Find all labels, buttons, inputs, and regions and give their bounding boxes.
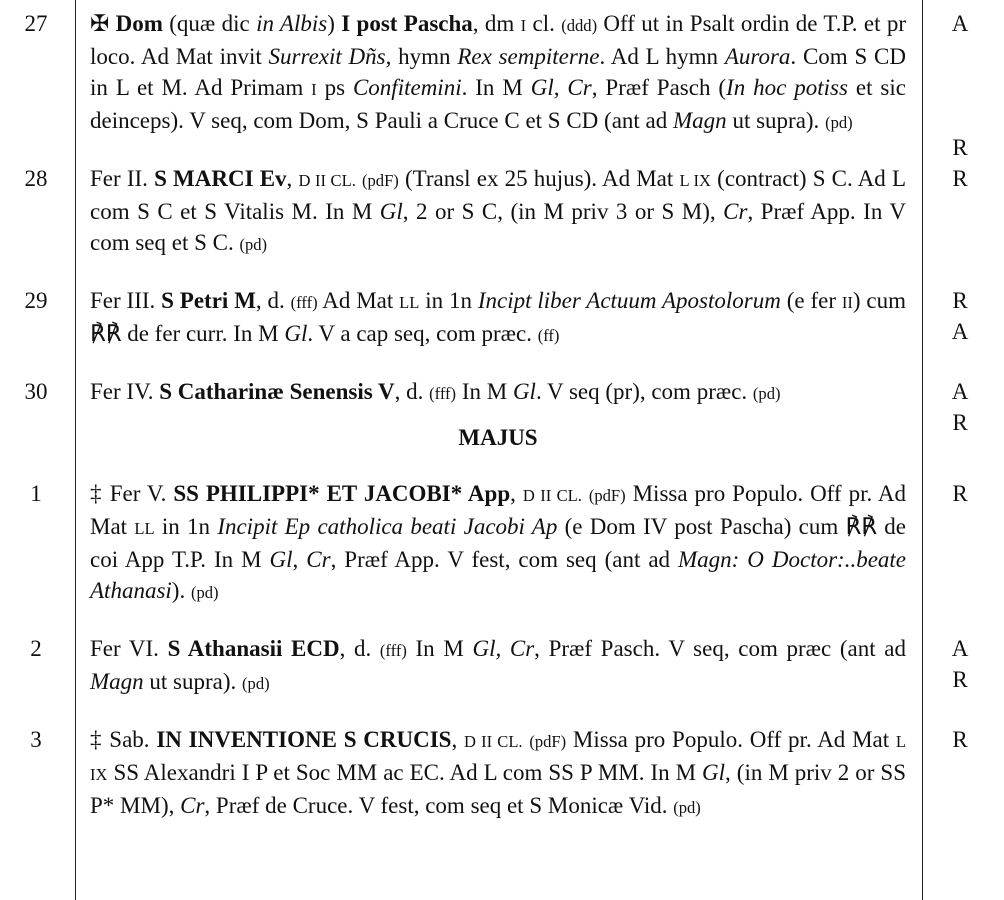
- italic-text: Confitemini: [352, 75, 462, 100]
- text-segment: I: [520, 16, 527, 35]
- entry-text: [90, 724, 906, 823]
- entry-text: [90, 163, 906, 260]
- color-code: A: [951, 636, 969, 661]
- italic-text: Gl, Cr: [530, 75, 592, 100]
- color-codes: [930, 8, 990, 163]
- text-segment: SS Alexandri I P et Soc MM ac EC. Ad L com SS P MM. In M: [107, 760, 703, 785]
- text-segment: hymn: [391, 44, 458, 69]
- rank-code: (ddd): [561, 16, 598, 35]
- text-segment: (e fer: [780, 288, 842, 313]
- text-segment: L IX: [679, 171, 711, 190]
- color-codes: [930, 376, 990, 438]
- color-code: R: [952, 667, 968, 692]
- text-segment: ✠: [90, 11, 116, 36]
- text-segment: . V a cap seq, com præc.: [307, 321, 538, 346]
- calendar-entries: [0, 8, 1004, 848]
- text-segment: Fer II.: [90, 166, 155, 191]
- text-segment: D II CL.: [463, 732, 523, 751]
- text-segment: Missa pro Populo. Off pr. Ad Mat: [90, 481, 907, 539]
- text-segment: Missa pro Populo. Off pr. Ad Mat: [566, 727, 896, 752]
- day-number: 27: [24, 11, 48, 36]
- italic-text: Cr: [180, 793, 205, 818]
- day-number: 30: [24, 379, 48, 404]
- rank-code: (ff): [537, 326, 560, 345]
- feast-name: Dom: [115, 11, 163, 36]
- italic-text: Cr: [306, 547, 331, 572]
- rank-code: (fff): [379, 641, 407, 660]
- text-segment: Fer IV.: [90, 379, 160, 404]
- text-segment: D II CL.: [522, 486, 582, 505]
- text-segment: Ad Mat: [317, 288, 400, 313]
- color-code: [930, 101, 990, 132]
- text-segment: . Com S CD in L et M. Ad Primam: [90, 44, 906, 100]
- italic-text: Surrexit Dñs,: [268, 44, 392, 69]
- text-segment: Off ut in Psalt ordin de T.P. et pr loco. Ad Mat invit: [90, 11, 906, 69]
- calendar-entry: [0, 376, 1004, 435]
- italic-text: Magn: O Doctor:..beate Athanasi: [90, 547, 906, 603]
- text-segment: , Præf App. In V com seq et S C.: [90, 199, 906, 255]
- italic-text: Rex sempiterne: [457, 44, 600, 69]
- text-segment: ): [327, 11, 342, 36]
- text-segment: ,: [451, 727, 464, 752]
- feast-name: IN INVENTIONE S CRUCIS: [156, 727, 452, 752]
- text-segment: LL: [399, 293, 420, 312]
- italic-text: Aurora: [724, 44, 791, 69]
- feast-name: S Petri M: [161, 288, 256, 313]
- text-segment: . V seq (pr), com præc.: [535, 379, 753, 404]
- feast-name: SS PHILIPPI* ET JACOBI* App: [173, 481, 511, 506]
- color-codes: [930, 633, 990, 695]
- text-segment: , 2 or S C, (in M priv 3 or S M),: [402, 199, 724, 224]
- color-code: [930, 39, 990, 70]
- rank-code: (pd): [239, 235, 268, 254]
- text-segment: In M: [406, 636, 473, 661]
- text-segment: cl.: [526, 11, 562, 36]
- text-segment: ) cum ℟℟ de fer curr. In M: [90, 288, 907, 346]
- feast-name: I post Pascha: [341, 11, 473, 36]
- text-segment: Fer VI.: [90, 636, 168, 661]
- rank-code: (pdF): [362, 171, 399, 190]
- italic-text: Gl: [702, 760, 726, 785]
- text-segment: (contract) S C. Ad L com S C et S Vitalis M. In M: [90, 166, 906, 224]
- month-heading: MAJUS: [458, 425, 538, 450]
- italic-text: In hoc potiss: [726, 75, 848, 100]
- text-segment: ‡ Sab.: [90, 727, 157, 752]
- color-code: R: [952, 410, 968, 435]
- text-segment: , d.: [394, 379, 430, 404]
- italic-text: Incipit Ep catholica beati Jacobi Ap: [217, 514, 558, 539]
- color-code: R: [952, 481, 968, 506]
- rank-code: (pd): [190, 583, 219, 602]
- text-segment: Fer III.: [90, 288, 162, 313]
- calendar-entry: [0, 163, 1004, 260]
- text-segment: , Præf App. V fest, com seq (ant ad: [330, 547, 679, 572]
- text-segment: In M: [456, 379, 513, 404]
- calendar-entry: [0, 478, 1004, 608]
- text-segment: II: [841, 293, 853, 312]
- italic-text: Gl: [284, 321, 308, 346]
- text-segment: , Præf Pasch (: [591, 75, 727, 100]
- feast-name: S MARCI Ev: [154, 166, 287, 191]
- color-code: A: [951, 379, 969, 404]
- text-segment: , d.: [255, 288, 291, 313]
- text-segment: , (in M priv 2 or SS P* MM),: [90, 760, 906, 818]
- entry-text: [90, 376, 906, 409]
- text-segment: et sic deinceps). V seq, com Dom, S Pauli a Cruce C et S CD (ant ad: [90, 75, 906, 133]
- text-segment: ‡ Fer V.: [90, 481, 174, 506]
- italic-text: Gl: [269, 547, 293, 572]
- entry-text: [90, 478, 906, 608]
- italic-text: Magn: [90, 669, 144, 694]
- text-segment: ,: [292, 547, 307, 572]
- text-segment: (Transl ex 25 hujus). Ad Mat: [398, 166, 680, 191]
- text-segment: ut supra).: [143, 669, 243, 694]
- text-segment: L IX: [90, 732, 907, 784]
- calendar-entry: [0, 8, 1004, 160]
- text-segment: I: [311, 80, 317, 99]
- entry-text: [90, 285, 906, 351]
- italic-text: Gl: [379, 199, 403, 224]
- rank-code: (fff): [290, 293, 318, 312]
- text-segment: [582, 481, 589, 506]
- italic-text: in Albis: [256, 11, 328, 36]
- calendar-entry: [0, 285, 1004, 351]
- italic-text: Gl: [512, 379, 536, 404]
- color-codes: [930, 163, 990, 194]
- text-segment: . Ad L hymn: [599, 44, 725, 69]
- color-code: R: [952, 135, 968, 160]
- text-segment: ,: [286, 166, 299, 191]
- text-segment: , Præf de Cruce. V fest, com seq et S Monicæ Vid.: [204, 793, 674, 818]
- text-segment: , dm: [472, 11, 521, 36]
- rank-code: (pd): [673, 798, 701, 817]
- rank-code: (pdF): [529, 732, 567, 751]
- rank-code: (pd): [752, 384, 781, 403]
- color-codes: [930, 285, 990, 347]
- italic-text: Magn: [673, 108, 727, 133]
- color-code: A: [951, 319, 969, 344]
- calendar-entry: [0, 724, 1004, 823]
- text-segment: ps: [316, 75, 353, 100]
- italic-text: Gl, Cr: [472, 636, 535, 661]
- rank-code: (pdF): [588, 486, 626, 505]
- day-number: 29: [24, 288, 48, 313]
- color-code: [930, 70, 990, 101]
- italic-text: Incipt liber Actuum Apostolorum: [477, 288, 781, 313]
- day-number: 1: [30, 481, 42, 506]
- color-code: A: [951, 11, 969, 36]
- entry-text: [90, 8, 906, 138]
- color-code: R: [952, 288, 968, 313]
- text-segment: , Præf Pasch. V seq, com præc (ant ad: [534, 636, 906, 661]
- calendar-entry: [0, 633, 1004, 699]
- text-segment: (quæ dic: [162, 11, 257, 36]
- day-number: 2: [30, 636, 42, 661]
- italic-text: Cr: [723, 199, 748, 224]
- text-segment: . In M: [461, 75, 531, 100]
- text-segment: D II CL.: [298, 171, 356, 190]
- feast-name: S Athanasii ECD: [167, 636, 340, 661]
- entry-text: [90, 633, 906, 699]
- color-codes: [930, 724, 990, 755]
- feast-name: S Catharinæ Senensis V: [159, 379, 395, 404]
- color-code: R: [952, 727, 968, 752]
- text-segment: ).: [171, 578, 191, 603]
- day-number: 28: [24, 166, 48, 191]
- rank-code: (pd): [242, 674, 270, 693]
- text-segment: , d.: [339, 636, 380, 661]
- text-segment: (e Dom IV post Pascha) cum ℟℟ de coi App T.P. In M: [90, 514, 906, 572]
- rank-code: (pd): [825, 113, 853, 132]
- rank-code: (fff): [429, 384, 457, 403]
- text-segment: LL: [134, 519, 155, 538]
- color-codes: [930, 478, 990, 509]
- text-segment: in 1n: [154, 514, 218, 539]
- day-number: 3: [30, 727, 42, 752]
- text-segment: ,: [510, 481, 523, 506]
- color-code: R: [952, 166, 968, 191]
- text-segment: in 1n: [419, 288, 478, 313]
- text-segment: ut supra).: [726, 108, 826, 133]
